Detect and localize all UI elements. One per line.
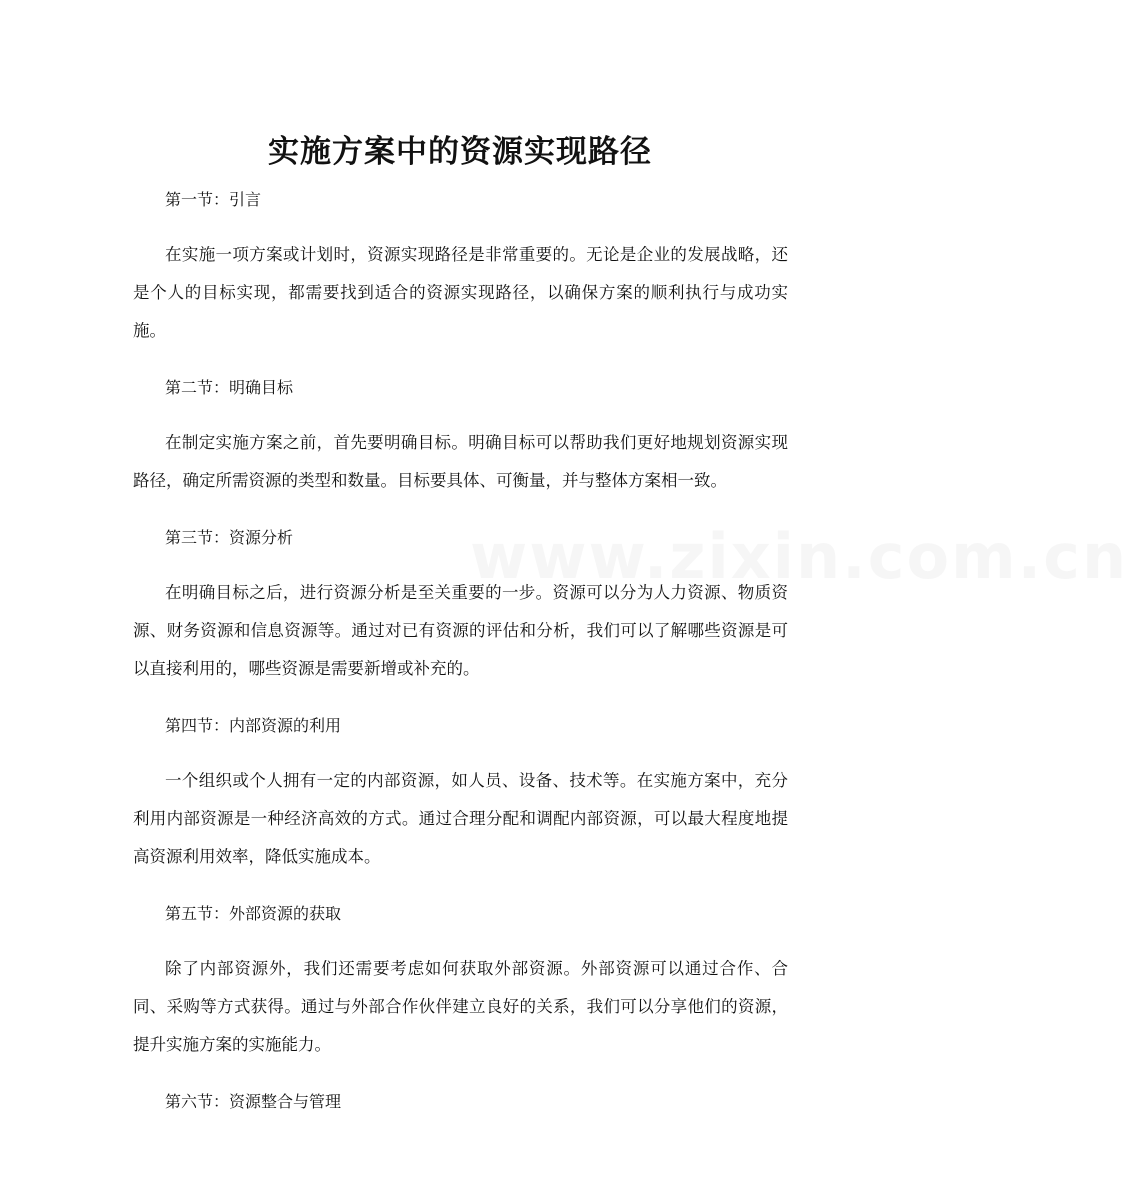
section-paragraph-2: 在制定实施方案之前，首先要明确目标。明确目标可以帮助我们更好地规划资源实现路径，确定所需资源的类型和数量。目标要具体、可衡量，并与整体方案相一致。 [133, 433, 788, 490]
document-body [133, 183, 788, 1119]
section-heading-3: 第三节：资源分析 [165, 528, 294, 547]
watermark: www.zixin.com.cn [470, 520, 1128, 593]
section-heading-6: 第六节：资源整合与管理 [165, 1092, 342, 1111]
section-heading-2: 第二节：明确目标 [165, 378, 294, 397]
section-heading-4: 第四节：内部资源的利用 [165, 716, 342, 735]
section-paragraph-1: 在实施一项方案或计划时，资源实现路径是非常重要的。无论是企业的发展战略，还是个人的目标实现，都需要找到适合的资源实现路径，以确保方案的顺利执行与成功实施。 [133, 245, 788, 340]
section-paragraph-5: 除了内部资源外，我们还需要考虑如何获取外部资源。外部资源可以通过合作、合同、采购等方式获得。通过与外部合作伙伴建立良好的关系，我们可以分享他们的资源，提升实施方案的实施能力。 [133, 959, 788, 1054]
section-heading-1: 第一节：引言 [165, 190, 262, 209]
section-paragraph-4: 一个组织或个人拥有一定的内部资源，如人员、设备、技术等。在实施方案中，充分利用内部资源是一种经济高效的方式。通过合理分配和调配内部资源，可以最大程度地提高资源利用效率，降低实施成本。 [133, 771, 788, 866]
document-title: 实施方案中的资源实现路径 [268, 133, 652, 170]
section-paragraph-3: 在明确目标之后，进行资源分析是至关重要的一步。资源可以分为人力资源、物质资源、财务资源和信息资源等。通过对已有资源的评估和分析，我们可以了解哪些资源是可以直接利用的，哪些资源是需要新增或补充的。 [133, 583, 788, 678]
section-heading-5: 第五节：外部资源的获取 [165, 904, 342, 923]
